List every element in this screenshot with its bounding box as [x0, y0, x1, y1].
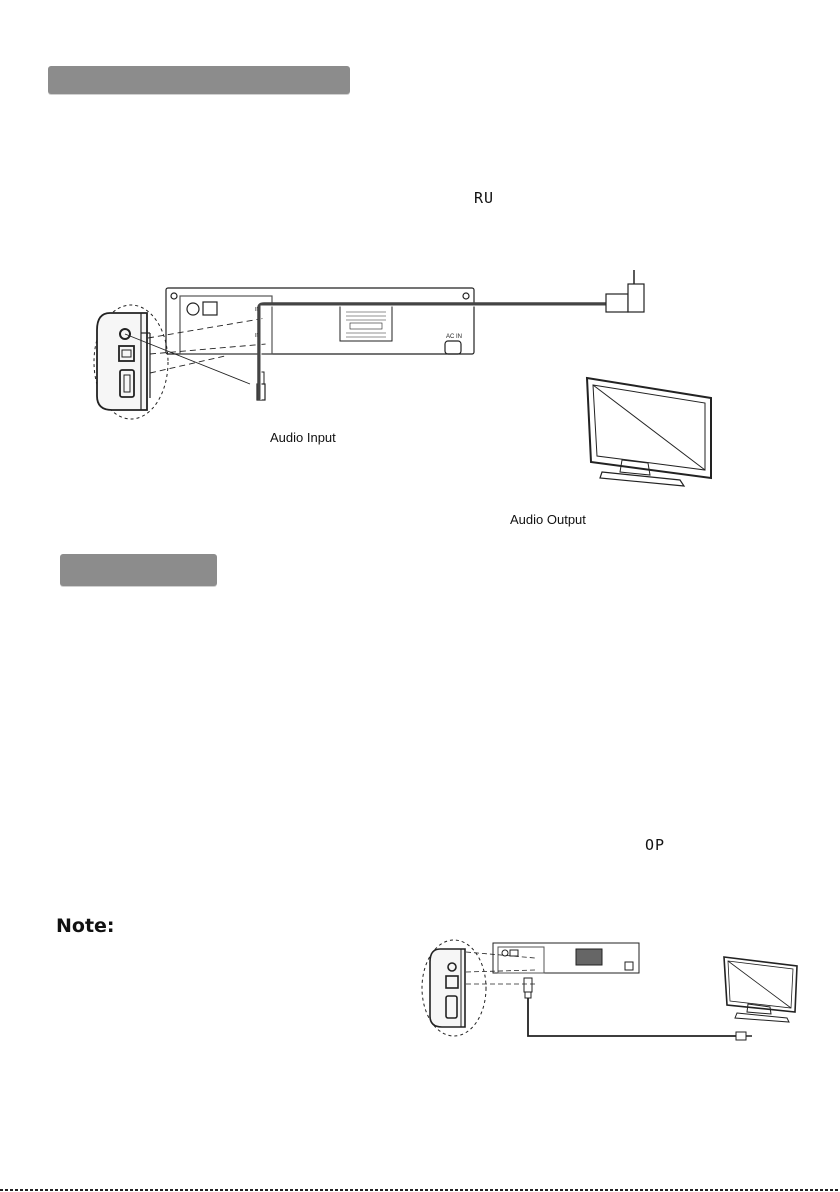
svg-text:IN: IN [255, 333, 260, 339]
optical-mode-display: OP [645, 836, 666, 854]
page-edge-dotted-line [0, 1189, 840, 1191]
audio-output-label: Audio Output [510, 512, 586, 527]
audio-input-label: Audio Input [270, 430, 336, 445]
aux-mode-display: RU [474, 189, 495, 207]
soundbar-back-panel-small [493, 943, 639, 973]
tv-illustration-2 [724, 957, 797, 1022]
svg-text:IN: IN [255, 307, 260, 313]
magnified-jack-panel-small [422, 940, 486, 1036]
note-label: Note: [56, 915, 115, 937]
optical-cable [524, 978, 752, 1040]
zoom-guide-lines-small [466, 952, 535, 984]
svg-text:AC IN: AC IN [446, 334, 463, 340]
